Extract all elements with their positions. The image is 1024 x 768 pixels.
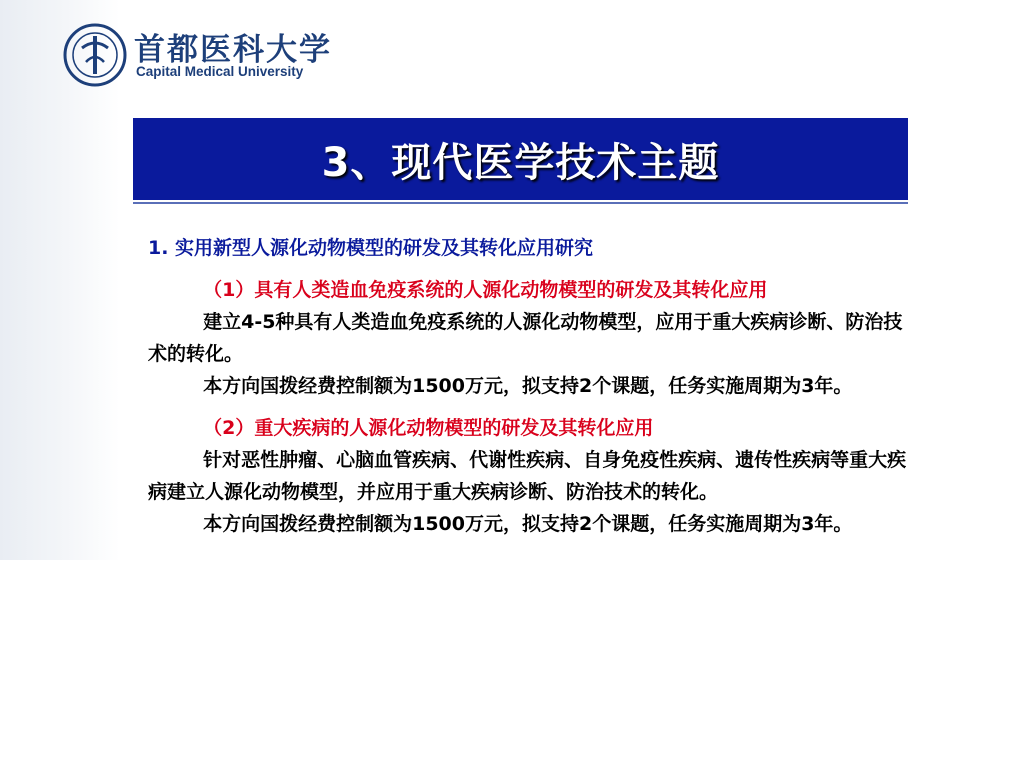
subsection-2-paragraph-2: 本方向国拨经费控制额为1500万元，拟支持2个课题，任务实施周期为3年。 [203, 513, 853, 535]
subsection-1-paragraph-1: 建立4-5种具有人类造血免疫系统的人源化动物模型，应用于重大疾病诊断、防治技术的转化。 [148, 311, 903, 365]
title-divider [133, 202, 908, 204]
subsection-1-paragraph-2: 本方向国拨经费控制额为1500万元，拟支持2个课题，任务实施周期为3年。 [203, 375, 853, 397]
emblem-icon [62, 22, 128, 88]
logo-english-name: Capital Medical University [136, 64, 304, 79]
subsection-2-title: （2）重大疾病的人源化动物模型的研发及其转化应用 [203, 417, 654, 439]
slide-body [148, 232, 918, 540]
section-heading: 1. 实用新型人源化动物模型的研发及其转化应用研究 [148, 237, 594, 259]
logo-chinese-name: 首都医科大学 [134, 32, 332, 68]
title-banner [133, 118, 908, 200]
subsection-2-paragraph-1: 针对恶性肿瘤、心脑血管疾病、代谢性疾病、自身免疫性疾病、遗传性疾病等重大疾病建立人源化动物模型，并应用于重大疾病诊断、防治技术的转化。 [148, 449, 907, 503]
subsection-1-title: （1）具有人类造血免疫系统的人源化动物模型的研发及其转化应用 [203, 279, 768, 301]
university-logo [62, 22, 332, 88]
page-title: 3、现代医学技术主题 [321, 139, 720, 186]
